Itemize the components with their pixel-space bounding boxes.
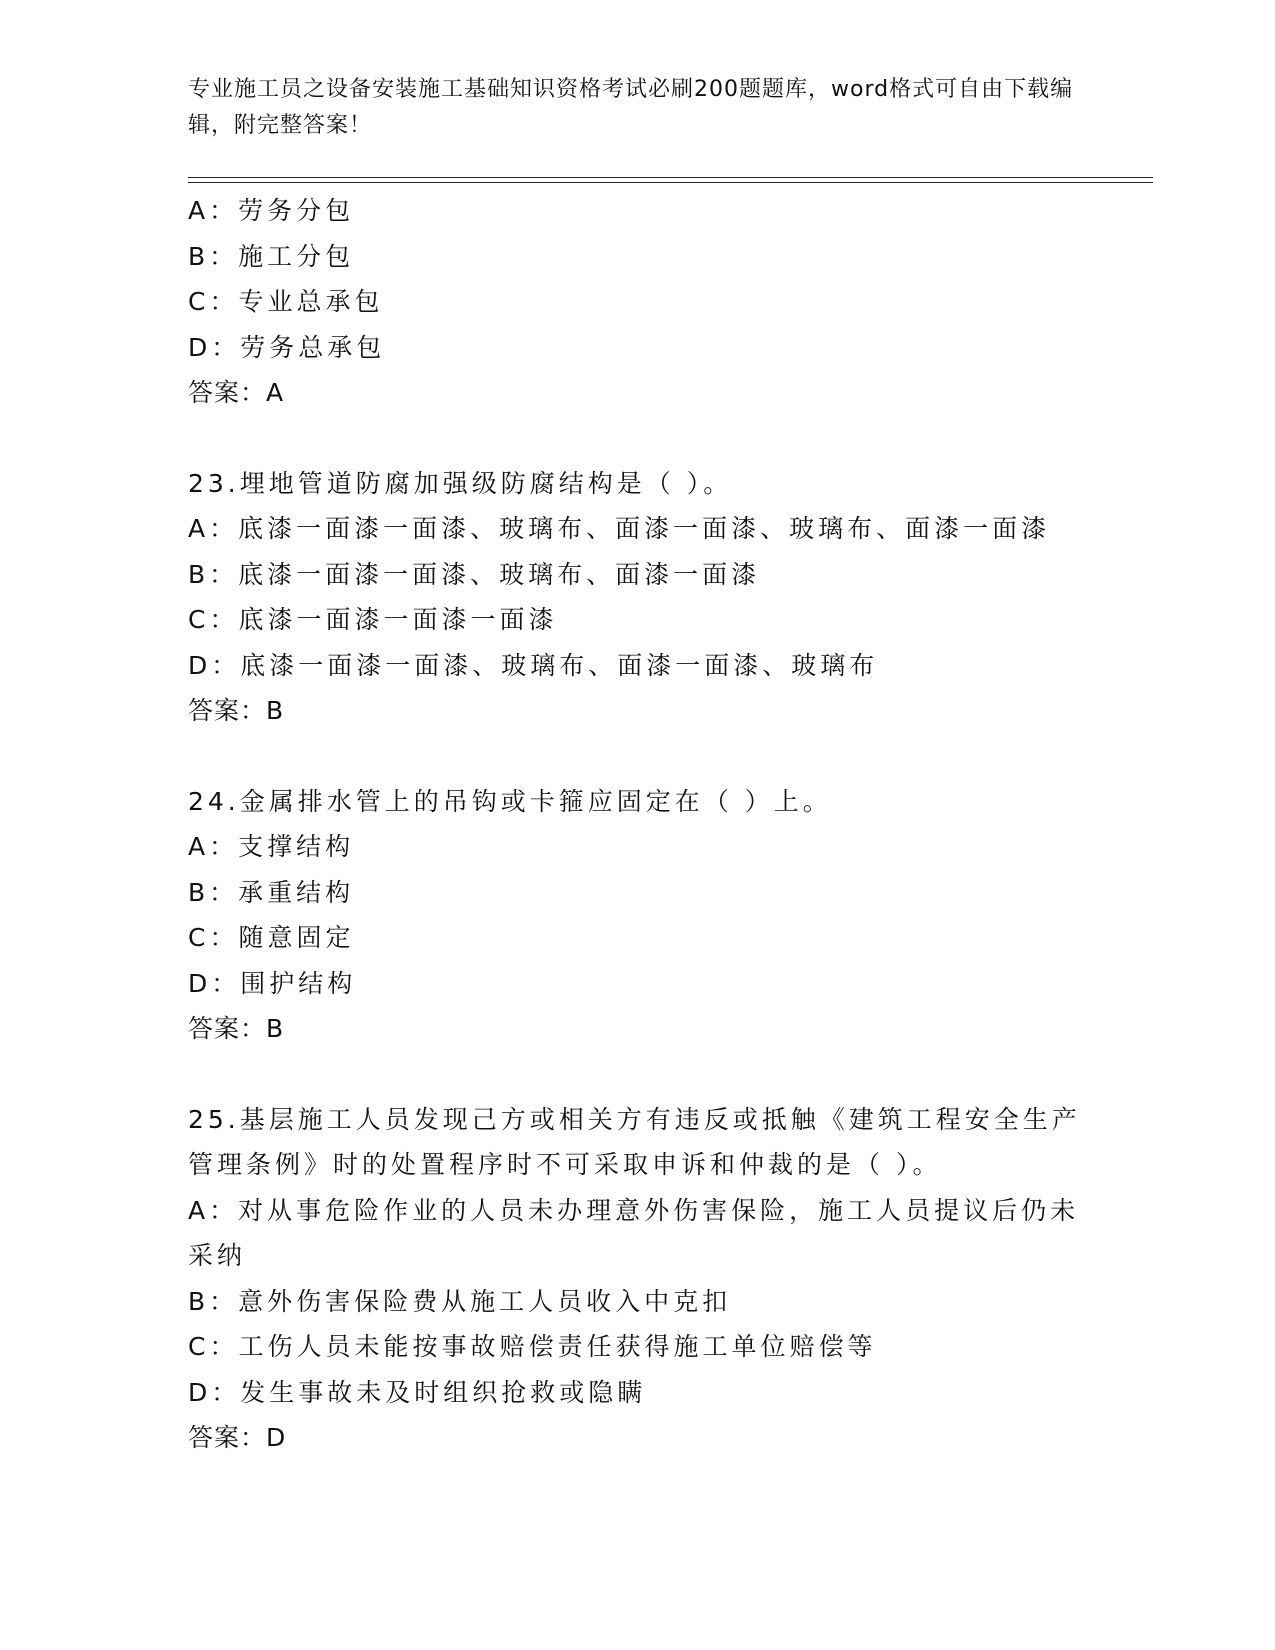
- option-c: C：工伤人员未能按事故赔偿责任获得施工单位赔偿等: [188, 1332, 877, 1361]
- question-block-23: [188, 461, 1088, 734]
- question-text-line-2: 管理条例》时的处置程序时不可采取申诉和仲裁的是（ ）。: [188, 1150, 942, 1179]
- header-divider-bottom: [188, 182, 1153, 183]
- option-d: D：围护结构: [188, 968, 357, 998]
- option-a-line-1: A：对从事危险作业的人员未办理意外伤害保险，施工人员提议后仍未: [188, 1195, 1080, 1225]
- option-a: A：支撑结构: [188, 832, 355, 861]
- question-text: 23.埋地管道防腐加强级防腐结构是（ ）。: [188, 468, 733, 498]
- answer: 答案：D: [188, 1423, 287, 1452]
- option-b: B：承重结构: [188, 877, 355, 907]
- option-a: A：底漆一面漆一面漆、玻璃布、面漆一面漆、玻璃布、面漆一面漆: [188, 514, 1051, 543]
- option-b: B：施工分包: [188, 241, 355, 271]
- question-spacer: [188, 416, 1088, 461]
- option-c: C：专业总承包: [188, 287, 384, 316]
- option-a-line-2: 采纳: [188, 1241, 247, 1270]
- question-text-line-1: 25.基层施工人员发现己方或相关方有违反或抵触《建筑工程安全生产: [188, 1104, 1081, 1134]
- option-d: D：发生事故未及时组织抢救或隐瞒: [188, 1377, 647, 1407]
- option-d: D：底漆一面漆一面漆、玻璃布、面漆一面漆、玻璃布: [188, 650, 879, 680]
- question-block-24: [188, 779, 1088, 1052]
- question-spacer: [188, 734, 1088, 779]
- header-divider-top: [188, 177, 1153, 178]
- answer: 答案：A: [188, 378, 285, 407]
- answer: 答案：B: [188, 1014, 285, 1043]
- option-c: C：随意固定: [188, 923, 355, 952]
- question-text: 24.金属排水管上的吊钩或卡箍应固定在（ ）上。: [188, 786, 832, 816]
- option-b: B：意外伤害保险费从施工人员收入中克扣: [188, 1286, 732, 1316]
- answer: 答案：B: [188, 696, 285, 725]
- option-b: B：底漆一面漆一面漆、玻璃布、面漆一面漆: [188, 559, 761, 589]
- question-block-22: [188, 188, 1088, 416]
- document-header: 专业施工员之设备安装施工基础知识资格考试必刷200题题库，word格式可自由下载编辑，附完整答案！: [188, 77, 1074, 138]
- option-d: D：劳务总承包: [188, 332, 386, 362]
- option-a: A：劳务分包: [188, 196, 355, 225]
- question-block-25: [188, 1097, 1088, 1461]
- question-list: [188, 188, 1088, 1461]
- question-spacer: [188, 1052, 1088, 1097]
- option-c: C：底漆一面漆一面漆一面漆: [188, 605, 558, 634]
